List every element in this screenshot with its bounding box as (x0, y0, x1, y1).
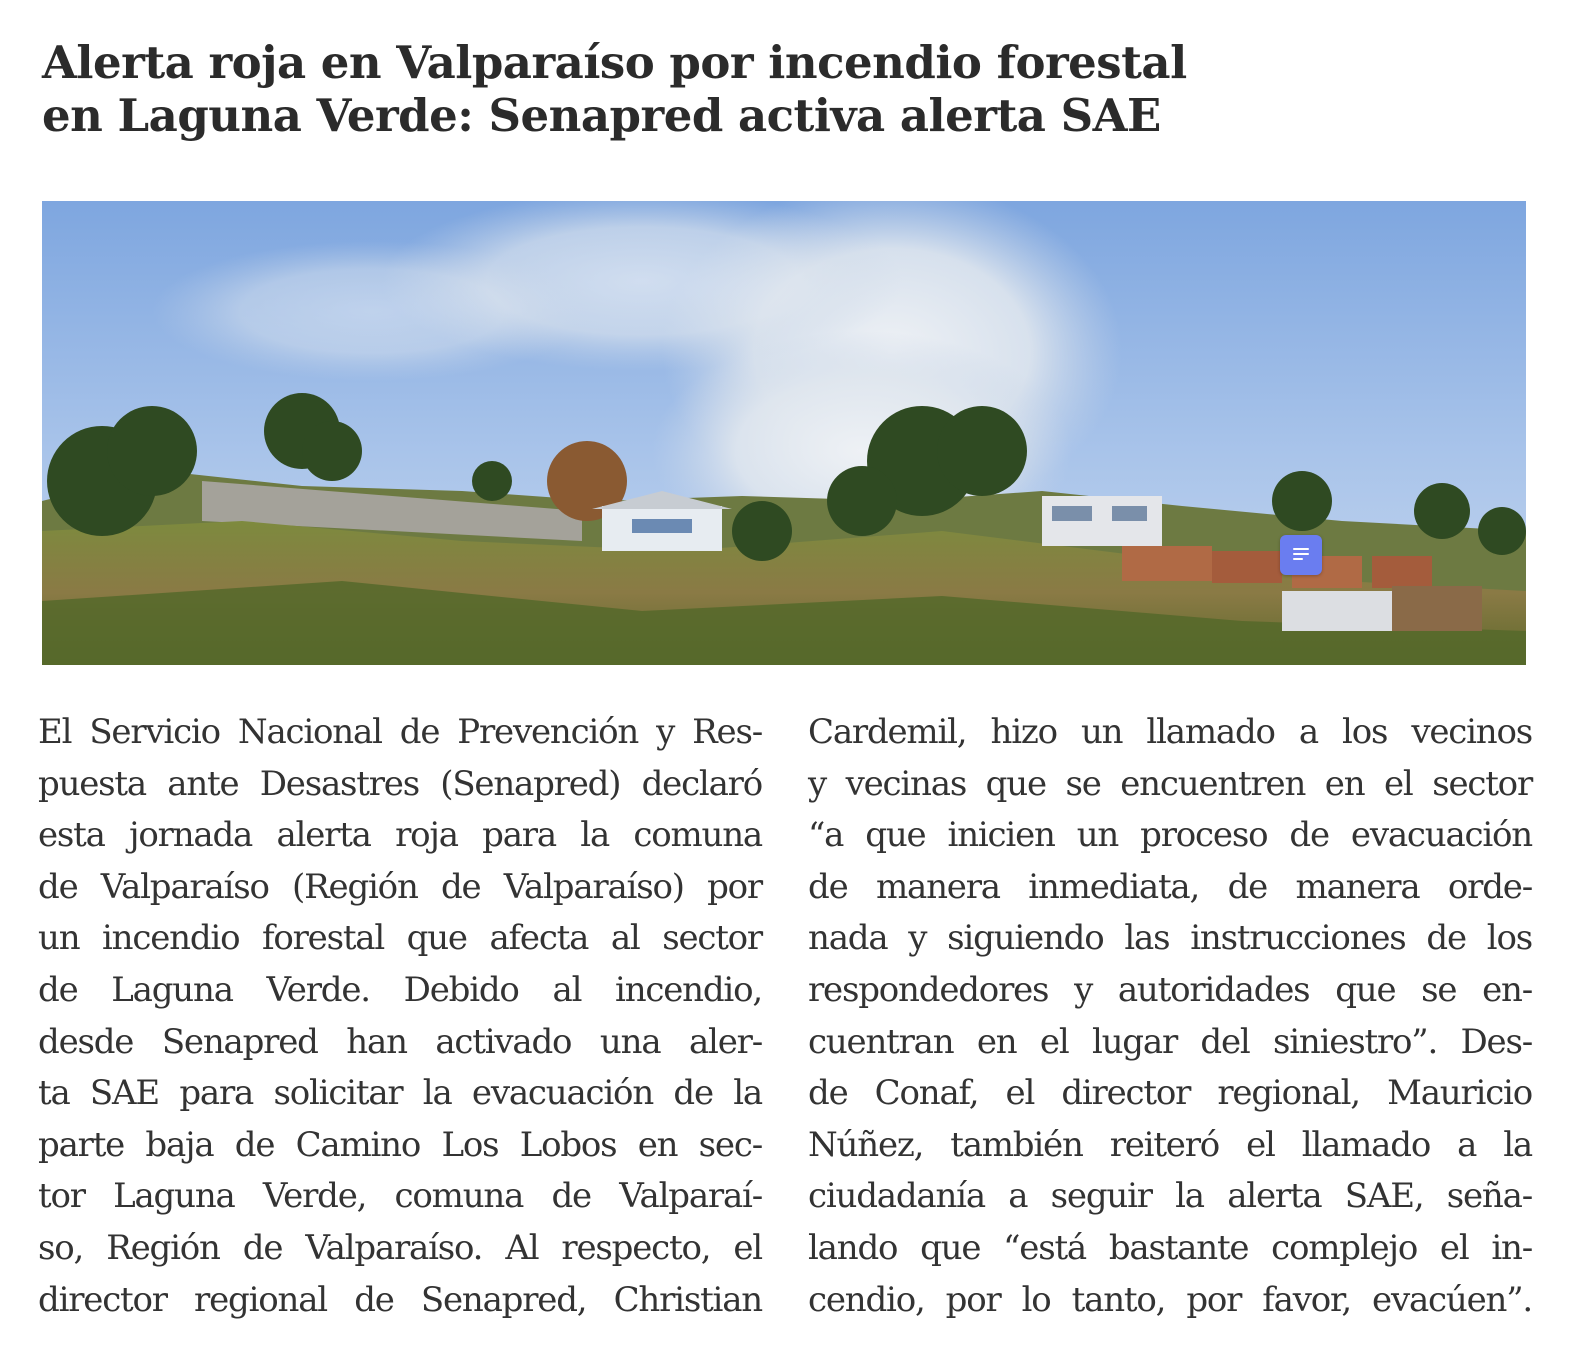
body-line: Cardemil, hizo un llamado a los vecinos (808, 712, 1532, 752)
headline-line: Alerta roja en Valparaíso por incendio forestal (42, 36, 1187, 89)
article-headline (42, 36, 1342, 142)
body-line: desde Senapred han activado una aler- (38, 1021, 762, 1062)
body-line: un incendio forestal que afecta al sector (38, 918, 762, 959)
article-photo (42, 201, 1526, 665)
body-line: ta SAE para solicitar la evacuación de la (38, 1073, 762, 1114)
body-line: de Conaf, el director regional, Mauricio (808, 1073, 1532, 1114)
body-line: y vecinas que se encuentren en el sector (808, 763, 1532, 804)
body-line: de manera inmediata, de manera orde- (808, 866, 1532, 907)
body-column-left (38, 707, 762, 1326)
body-line: Núñez, también reiteró el llamado a la (808, 1124, 1532, 1165)
photo-scene (42, 201, 1526, 665)
body-line: de Valparaíso (Región de Valparaíso) por (38, 866, 762, 907)
body-line: cuentran en el lugar del siniestro”. Des- (808, 1021, 1532, 1062)
body-line: de Laguna Verde. Debido al incendio, (38, 969, 762, 1010)
body-line: parte baja de Camino Los Lobos en sec- (38, 1124, 762, 1165)
body-line: nada y siguiendo las instrucciones de los (808, 918, 1532, 959)
document-icon[interactable] (1280, 535, 1322, 575)
headline-line: en Laguna Verde: Senapred activa alerta SAE (42, 89, 1161, 142)
body-line: ciudadanía a seguir la alerta SAE, seña- (808, 1176, 1532, 1217)
body-line: El Servicio Nacional de Prevención y Res- (38, 712, 762, 752)
body-line: director regional de Senapred, Christian (38, 1279, 762, 1320)
body-line: “a que inicien un proceso de evacuación (808, 815, 1532, 856)
body-line: respondedores y autoridades que se en- (808, 969, 1532, 1010)
body-line: esta jornada alerta roja para la comuna (38, 815, 762, 856)
body-line: puesta ante Desastres (Senapred) declaró (38, 763, 762, 804)
body-line: tor Laguna Verde, comuna de Valparaí- (38, 1176, 762, 1217)
body-line: lando que “está bastante complejo el in- (808, 1227, 1532, 1268)
body-column-right (808, 707, 1532, 1326)
body-line: cendio, por lo tanto, por favor, evacúen”. (808, 1279, 1532, 1320)
body-line: so, Región de Valparaíso. Al respecto, el (38, 1227, 762, 1268)
